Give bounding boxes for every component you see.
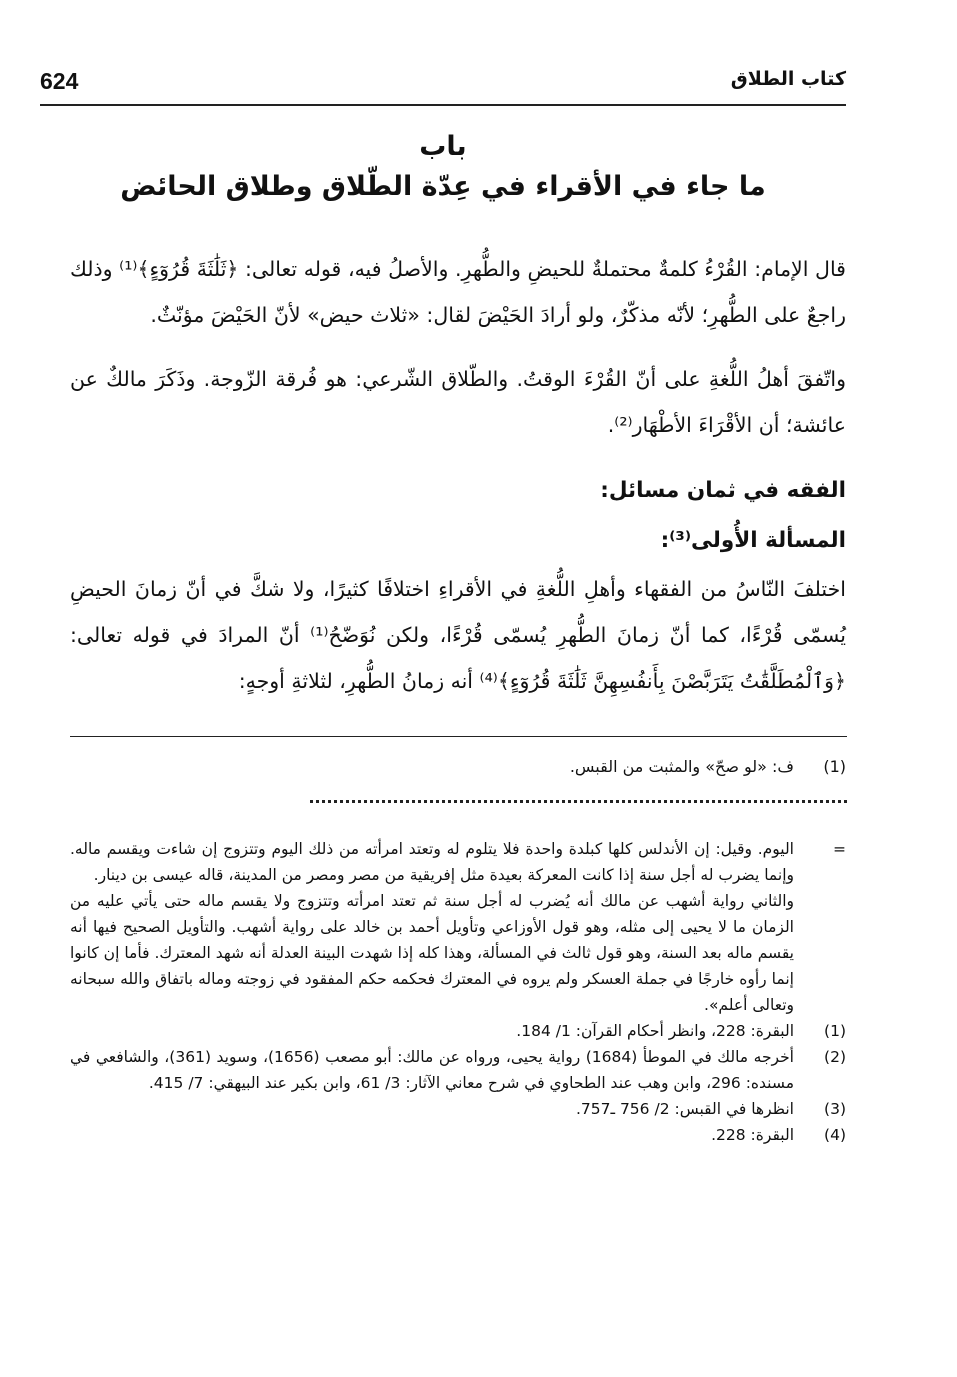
paragraph-first-issue: اختلفَ النّاسُ من الفقهاء وأهلِ اللُّغةِ في الأقراءِ اختلافًا كثيرًا، ولا شكَّ في أنّ زمانَ الحيضِ يُسمّى قُرْءًا، كما أنّ زمانَ الطُّهرِ يُسمّى قُرْءًا، ولكن نُوَضّحُ⁽¹⁾ أنّ المرادَ في قوله تعالى: ﴿وَٱلْمُطَلَّقَٰتُ يَتَرَبَّصْنَ بِأَنفُسِهِنَّ ثَلَٰثَةَ قُرُوٓءٍ﴾⁽⁴⁾ أنه زمانُ الطُّهرِ، لثلاثةِ أوجهٍ:: [70, 577, 847, 693]
section-heading-fiqh: الفقه في ثمان مسائل:: [600, 478, 846, 503]
footnote-number: (2): [824, 1048, 846, 1066]
main-text: [70, 246, 846, 722]
footnote-item: [70, 1018, 846, 1044]
footnote-text: البقرة: 228.: [711, 1126, 794, 1144]
section-heading-first-issue: المسألة الأُولى⁽³⁾:: [660, 528, 846, 553]
running-title: كتاب الطلاق: [730, 68, 846, 90]
footnote-number: (4): [824, 1126, 846, 1144]
footnote-spacer: [794, 888, 846, 1018]
footnote-text: ف: «لو صحّ» والمثبت من القبس.: [569, 757, 794, 776]
footnote-continuation-text-2: والثاني رواية أشهب عن مالك أنه يُضرب له أجل سنة ثم تعتد امرأته وتتزوج ولا يقسم ماله حتى يأتي عليه من الزمان ما لا يحيى إلى مثله، وهو قول الأوزاعي وتأويل أحمد بن خالد على رواية أشهب. والتأويل الصحيح فيها أنه يقسم ماله بعد السنة، وهو قول ثالث في المسألة، وهذا كله إذا شهدت البينة العدلة أنه شهد المعترك. فأما إن كانوا إنما رأوه خارجًا في جملة العسكر ولم يروه في المعترك فحكمه حكم المفقود في زوجته وماله باتفاق والله سبحانه وتعالى أعلم».: [70, 892, 794, 1014]
footnote-row: [70, 752, 846, 782]
footnote-text: أخرجه مالك في الموطأ (1684) رواية يحيى، ورواه عن مالك: أبو مصعب (1656)، وسويد (361)، والشافعي في مسنده: 296، وابن وهب عند الطحاوي في شرح معاني الآثار: 3/ 61، وابن بكير عند البيهقي: 7/ 415.: [70, 1048, 794, 1092]
footnote-number: (3): [824, 1100, 846, 1118]
page-number: 624: [40, 68, 79, 94]
footnote-number: (1): [824, 1022, 846, 1040]
footnote-continuation: [70, 836, 846, 888]
footnote-text: انظرها في القبس: 2/ 756 ـ757.: [575, 1100, 794, 1118]
chapter-label: باب: [419, 131, 467, 162]
footnote-divider: [70, 736, 847, 737]
footnote-continuation-2: [70, 888, 846, 1018]
paragraph-definition: قال الإمام: القُرْءُ كلمةٌ محتملةٌ للحيضِ والطُّهرِ. والأصلُ فيه، قوله تعالى: ﴿ثَلَٰثَةَ قُرُوٓءٍ﴾⁽¹⁾ وذلك راجعٌ على الطُّهرِ؛ لأنّه مذكّرٌ، ولو أرادَ الحَيْضَ لقال: «ثلاث حيض» لأنّ الحَيْضَ مؤنّثٌ.: [70, 257, 846, 327]
footnotes: [70, 836, 846, 1148]
paragraph-language: واتّفقَ أهلُ اللُّغةِ على أنّ القُرْءَ الوقتُ. والطّلاق الشّرعي: هو فُرقة الزّوجة. وذَكَرَ مالكٌ عن عائشة؛ أن الأقْرَاءَ الأطْهَار⁽²⁾.: [70, 367, 846, 437]
chapter-heading: [40, 128, 846, 208]
footnote-item: [70, 1122, 846, 1148]
chapter-title: ما جاء في الأقراء في عِدّة الطّلاق وطلاق الحائض: [120, 171, 766, 202]
continuation-marker: =: [833, 840, 846, 858]
dotted-separator: [310, 800, 847, 803]
footnote-top: [70, 752, 846, 782]
footnote-continuation-text-1: اليوم. وقيل: إن الأندلس كلها كبلدة واحدة فلا يتلوم له وتعتد امرأته من ذلك اليوم وتتزوج إن شاءت ويقسم ماله. وإنما يضرب له أجل سنة إذا كانت المعركة بعيدة مثل إفريقية من مصر ومصر من المدينة، قاله عيسى بن دينار.: [70, 840, 794, 884]
footnote-item: [70, 1044, 846, 1096]
footnote-text: البقرة: 228، وانظر أحكام القرآن: 1/ 184.: [516, 1022, 794, 1040]
footnote-number: (1): [823, 757, 846, 776]
footnote-item: [70, 1096, 846, 1122]
page-header: [40, 62, 846, 106]
